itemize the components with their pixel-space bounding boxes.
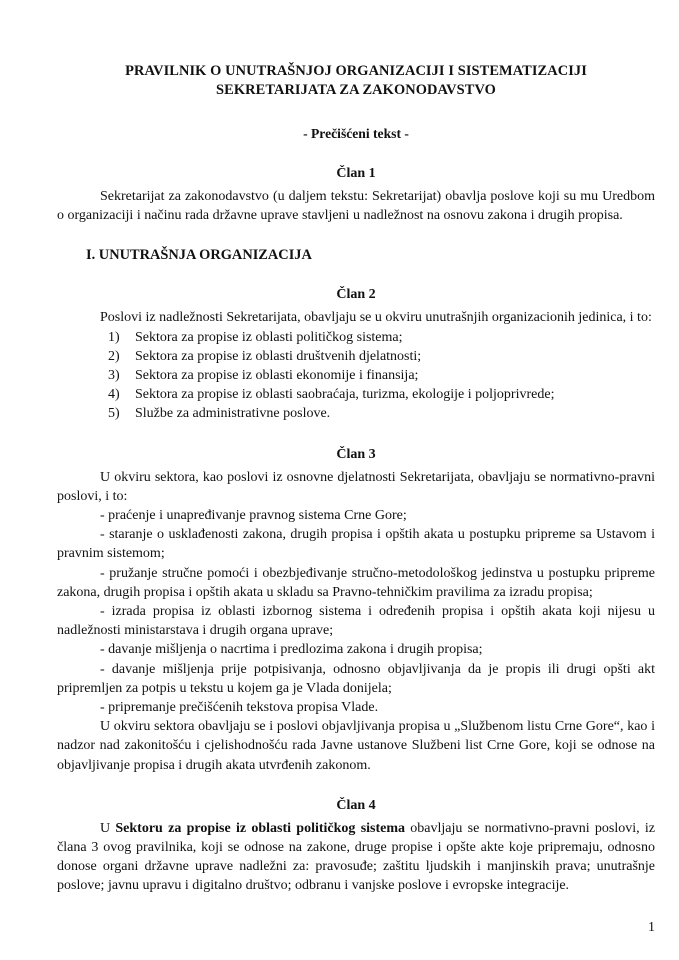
article-3-heading: Član 3 xyxy=(336,446,376,462)
list-item-marker: 3) xyxy=(108,368,120,384)
article-4-rest: obavljaju se normativno-pravni poslovi, iz člana 3 ovog pravilnika, koji se odnose na zakone, druge propise i opšte akte koje pripremaju, odnosno donose organi državne uprave nadležni za: pravosuđe; zaštitu ljudskih i manjinskih prava; unutrašnje poslove; javnu upravu i digitalno društvo; odbranu i vanjske poslove i evropske integracije. xyxy=(57,820,655,894)
list-item-marker: 2) xyxy=(108,348,120,364)
document-title-line-2: SEKRETARIJATA ZA ZAKONODAVSTVO xyxy=(216,82,496,98)
list-item-label: Sektora za propise iz oblasti društvenih djelatnosti; xyxy=(135,348,422,364)
article-4-heading: Član 4 xyxy=(336,797,376,813)
list-item xyxy=(57,328,655,347)
list-item-marker: 4) xyxy=(108,387,120,403)
list-item-label: Sektora za propise iz oblasti saobraćaja, turizma, ekologije i poljoprivrede; xyxy=(135,387,555,403)
article-3-dash-item: - davanje mišljenja prije potpisivanja, odnosno objavljivanja da je propis ili drugi opšti akt pripremljen za potpis u tekstu u kojem ga je Vlada donijela; xyxy=(57,661,655,696)
article-4-lead: U xyxy=(100,820,116,836)
document-content xyxy=(57,62,655,896)
article-2-list xyxy=(57,328,655,424)
list-item-marker: 1) xyxy=(108,329,120,345)
article-2-paragraph: Poslovi iz nadležnosti Sekretarijata, obavljaju se u okviru unutrašnjih organizacionih jedinica, i to: xyxy=(100,310,652,326)
article-1-paragraph: Sekretarijat za zakonodavstvo (u daljem tekstu: Sekretarijat) obavlja poslove koji su mu Uredbom o organizaciji i načinu rada državne uprave stavljeni u nadležnost na osnovu zakona i drugih propisa. xyxy=(57,189,655,224)
article-3-dash-item: - pružanje stručne pomoći i obezbjeđivanje stručno-metodološkog jedinstva u postupku pripreme zakona, drugih propisa i opštih akata u skladu sa Pravno-tehničkim pravilima za izradu propisa; xyxy=(57,565,655,600)
list-item-label: Sektora za propise iz oblasti ekonomije i finansija; xyxy=(135,368,419,384)
article-3-dash-item: - staranje o usklađenosti zakona, drugih propisa i opštih akata u postupku pripreme sa Ustavom i pravnim sistemom; xyxy=(57,527,655,562)
list-item xyxy=(57,347,655,366)
document-title xyxy=(85,62,627,100)
article-3-dash-item: - izrada propisa iz oblasti izbornog sistema i određenih propisa i opštih akata koji nijesu u nadležnosti ministarstava i drugih organa uprave; xyxy=(57,604,655,639)
list-item-label: Sektora za propise iz oblasti političkog sistema; xyxy=(135,329,403,345)
article-3-dash-item: - davanje mišljenja o nacrtima i predlozima zakona i drugih propisa; xyxy=(100,642,483,658)
article-3-intro: U okviru sektora, kao poslovi iz osnovne djelatnosti Sekretarijata, obavljaju se normativno-pravni poslovi, i to: xyxy=(57,469,655,504)
list-item xyxy=(57,366,655,385)
article-2-heading: Član 2 xyxy=(336,287,376,303)
list-item-marker: 5) xyxy=(108,406,120,422)
page-number: 1 xyxy=(648,920,655,935)
article-4-paragraph xyxy=(57,819,655,896)
article-3-dash-item: - praćenje i unapređivanje pravnog sistema Crne Gore; xyxy=(100,508,407,524)
document-title-line-1: PRAVILNIK O UNUTRAŠNJOJ ORGANIZACIJI I SISTEMATIZACIJI xyxy=(125,63,587,79)
article-3-closing-paragraph: U okviru sektora obavljaju se i poslovi objavljivanja propisa u „Službenom listu Crne Gore“, kao i nadzor nad zakonitošću i cjelishodnošću rada Javne ustanove Službeni list Crne Gore, koji se odnose na objavljivanje propisa i drugih akata utvrđenih zakonom. xyxy=(57,719,655,773)
document-subtitle: - Prečišćeni tekst - xyxy=(303,126,409,141)
article-3-dash-item: - pripremanje prečišćenih tekstova propisa Vlade. xyxy=(100,700,379,716)
list-item xyxy=(57,385,655,404)
section-1-heading: I. UNUTRAŠNJA ORGANIZACIJA xyxy=(86,247,312,264)
article-1-heading: Član 1 xyxy=(336,166,376,181)
list-item xyxy=(57,404,655,423)
list-item-label: Službe za administrativne poslove. xyxy=(135,406,331,422)
article-4-emphasis: Sektoru za propise iz oblasti političkog sistema xyxy=(115,820,406,836)
